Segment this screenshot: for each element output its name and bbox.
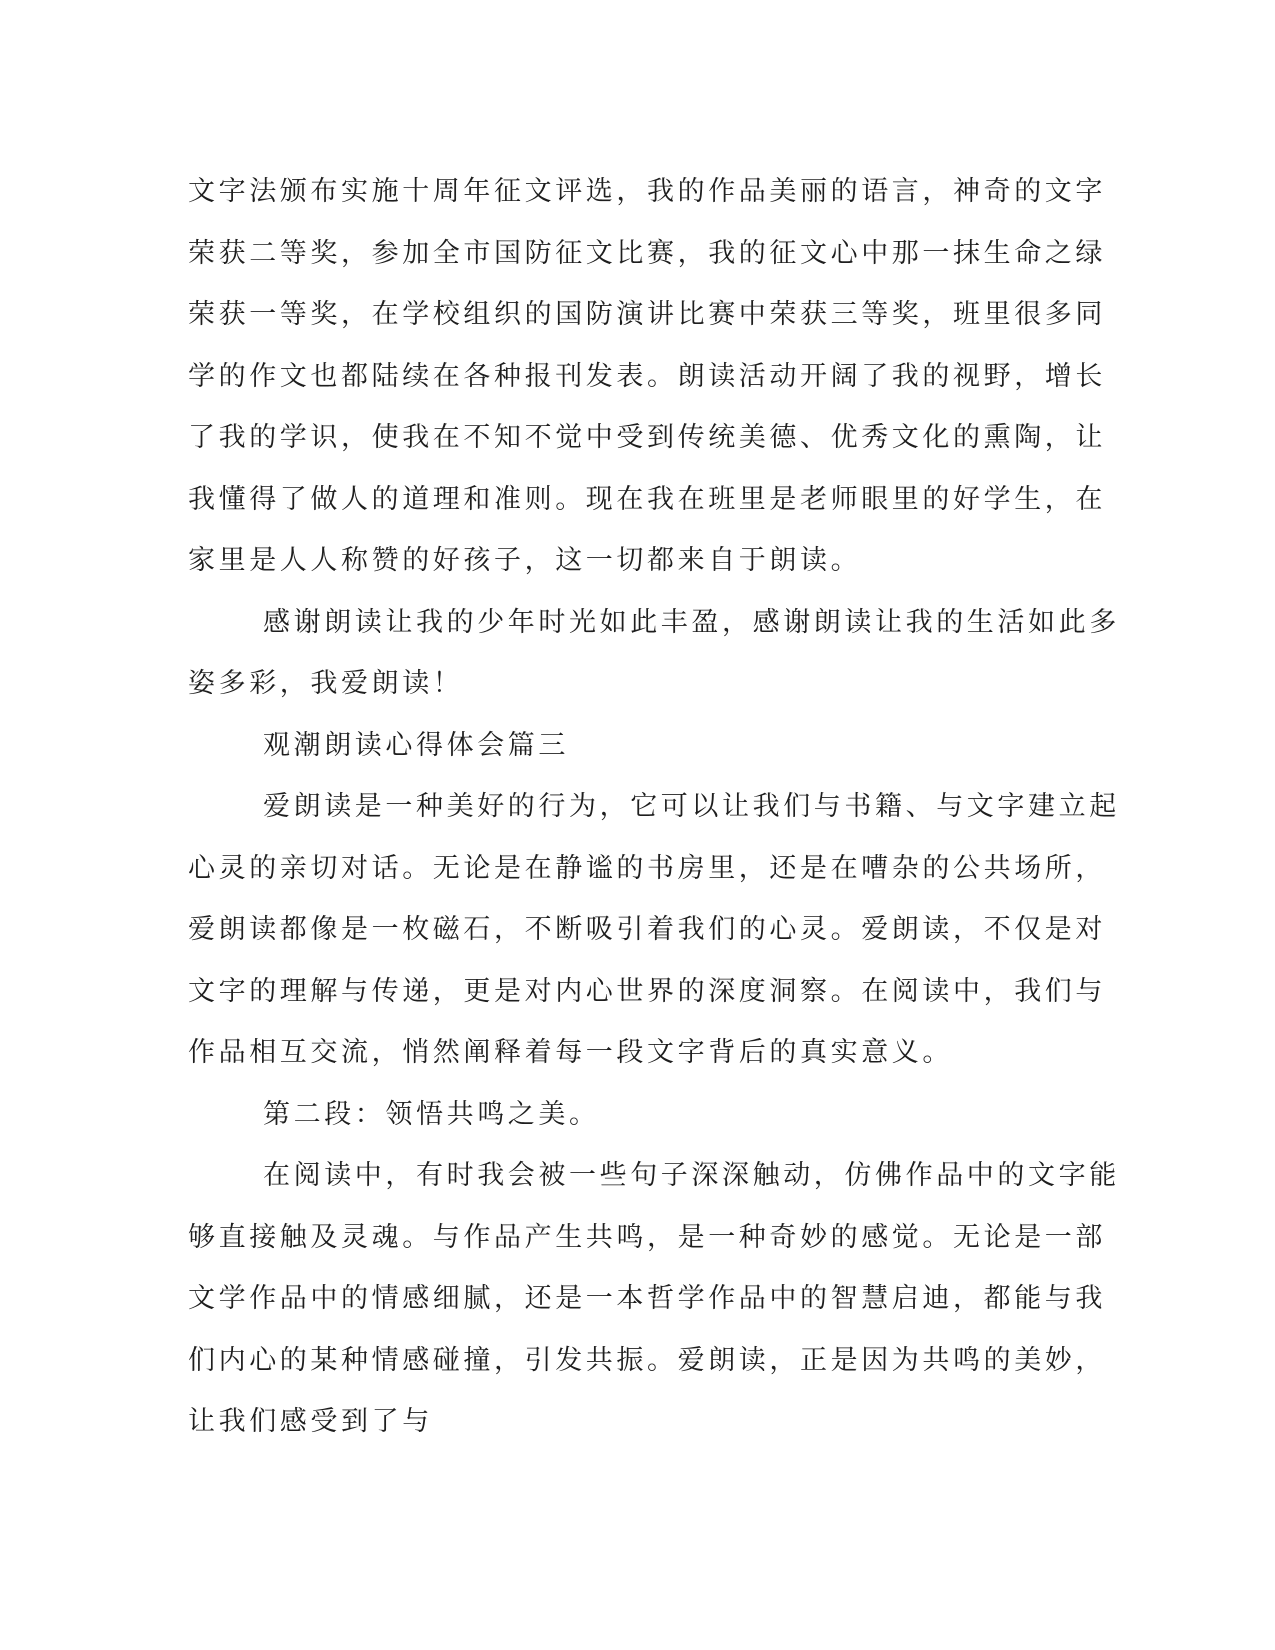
text-line: 文字的理解与传递，更是对内心世界的深度洞察。在阅读中，我们与: [188, 975, 1106, 1007]
text-line: 荣获一等奖，在学校组织的国防演讲比赛中荣获三等奖，班里很多同: [188, 299, 1106, 330]
text-line: 们内心的某种情感碰撞，引发共振。爱朗读，正是因为共鸣的美妙，: [188, 1344, 1106, 1376]
paragraph-first-line: 在阅读中，有时我会被一些句子深深触动，仿佛作品中的文字能: [263, 1160, 1120, 1191]
text-line: 文字法颁布实施十周年征文评选，我的作品美丽的语言，神奇的文字: [188, 176, 1106, 207]
text-line: 心灵的亲切对话。无论是在静谧的书房里，还是在嘈杂的公共场所，: [188, 852, 1106, 884]
text-line: 作品相互交流，悄然阐释着每一段文字背后的真实意义。: [188, 1037, 953, 1068]
text-line: 荣获二等奖，参加全市国防征文比赛，我的征文心中那一抹生命之绿: [188, 237, 1106, 269]
text-line: 学的作文也都陆续在各种报刊发表。朗读活动开阔了我的视野，增长: [188, 360, 1106, 392]
text-line: 家里是人人称赞的好孩子，这一切都来自于朗读。: [188, 545, 862, 576]
text-line: 让我们感受到了与: [188, 1406, 433, 1437]
text-line: 文学作品中的情感细腻，还是一本哲学作品中的智慧启迪，都能与我: [188, 1283, 1106, 1314]
text-line: 够直接触及灵魂。与作品产生共鸣，是一种奇妙的感觉。无论是一部: [188, 1221, 1106, 1253]
text-line: 了我的学识，使我在不知不觉中受到传统美德、优秀文化的熏陶，让: [188, 422, 1106, 453]
text-line: 我懂得了做人的道理和准则。现在我在班里是老师眼里的好学生，在: [188, 483, 1106, 515]
paragraph-first-line: 爱朗读是一种美好的行为，它可以让我们与书籍、与文字建立起: [263, 791, 1120, 822]
text-line: 姿多彩，我爱朗读！: [188, 668, 464, 699]
subsection-heading: 第二段：领悟共鸣之美。: [263, 1098, 600, 1130]
paragraph-first-line: 感谢朗读让我的少年时光如此丰盈，感谢朗读让我的生活如此多: [263, 606, 1120, 638]
text-line: 爱朗读都像是一枚磁石，不断吸引着我们的心灵。爱朗读，不仅是对: [188, 914, 1106, 945]
section-heading: 观潮朗读心得体会篇三: [263, 729, 569, 761]
body-text: [188, 161, 1120, 1453]
